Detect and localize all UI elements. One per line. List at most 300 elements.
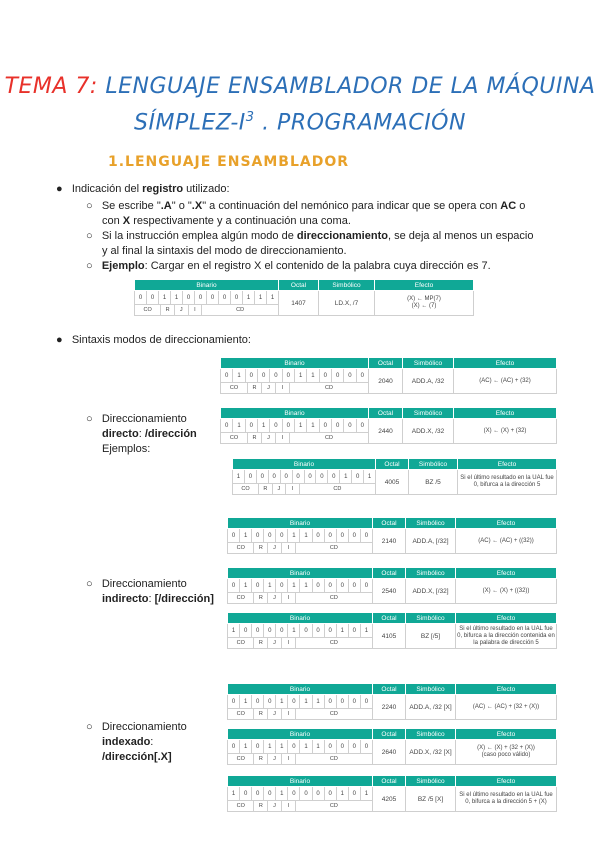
bit: 1 xyxy=(276,740,288,753)
field-cd: CD xyxy=(329,545,338,551)
col-binario: Binario xyxy=(228,518,373,529)
bit: 1 xyxy=(233,369,245,382)
col-binario: Binario xyxy=(228,613,373,624)
page-title-line1 xyxy=(0,74,600,99)
field-j: J xyxy=(268,638,282,648)
bit: 0 xyxy=(325,740,337,753)
title-programming: . PROGRAMACIÓN xyxy=(262,110,466,136)
mode-label-sep: : xyxy=(150,736,154,748)
bit: 0 xyxy=(270,419,282,432)
title-machine: SÍMPLEZ-I xyxy=(134,110,246,136)
mode-label-sep: : xyxy=(148,593,155,605)
bit-row xyxy=(228,740,372,753)
bit: 0 xyxy=(252,740,264,753)
mode-table xyxy=(227,683,557,720)
sub-text: : Cargar en el registro X el contenido de la palabra cuya dirección es 7. xyxy=(144,260,491,272)
field-j: J xyxy=(273,484,287,494)
col-simbolico: Simbólico xyxy=(406,684,456,695)
bit: 0 xyxy=(349,579,361,592)
effect-cell xyxy=(458,470,557,495)
binary-cell xyxy=(228,579,373,604)
col-binario: Binario xyxy=(221,358,369,369)
field-i: I xyxy=(282,801,296,811)
symbolic-cell: ADD.X, [/32] xyxy=(406,579,456,604)
field-r: R xyxy=(248,383,262,393)
effect-cell xyxy=(456,579,557,604)
bit: 1 xyxy=(313,695,325,708)
bit: 0 xyxy=(270,369,282,382)
col-octal: Octal xyxy=(373,776,406,787)
binary-cell xyxy=(135,291,279,316)
field-row xyxy=(228,753,372,764)
bit: 0 xyxy=(313,787,325,800)
bit: 1 xyxy=(364,790,369,797)
effect-line: Si el último resultado en la UAL fue 0, bifurca a la dirección 5 + (X) xyxy=(459,792,553,805)
bit: 0 xyxy=(276,624,288,637)
effect-cell xyxy=(456,740,557,765)
effect-cell xyxy=(456,695,557,720)
symbolic-cell: ADD.A, /32 xyxy=(403,369,454,394)
bit: 1 xyxy=(300,740,312,753)
field-co: CO xyxy=(233,484,259,494)
effect-line: (X) ← MP(7) xyxy=(407,296,441,302)
bit: 1 xyxy=(300,579,312,592)
symbolic-cell: ADD.X, /32 xyxy=(403,419,454,444)
symbolic-cell: ADD.X, /32 [X] xyxy=(406,740,456,765)
bit: 0 xyxy=(228,529,240,542)
bit: 0 xyxy=(337,579,349,592)
octal-cell: 2040 xyxy=(369,369,403,394)
field-co: CO xyxy=(228,593,254,603)
col-octal: Octal xyxy=(373,568,406,579)
bullet-bold: registro xyxy=(142,183,184,195)
binary-cell xyxy=(221,369,369,394)
effect-line: (AC) ← (AC) + ((32)) xyxy=(478,537,534,544)
octal-cell: 2240 xyxy=(373,695,406,720)
bit: 0 xyxy=(360,372,364,379)
bit: 0 xyxy=(264,695,276,708)
col-binario: Binario xyxy=(233,459,376,470)
col-octal: Octal xyxy=(373,729,406,740)
bit: 0 xyxy=(228,695,240,708)
bit: 1 xyxy=(288,579,300,592)
field-cd: CD xyxy=(333,486,342,492)
bit: 0 xyxy=(349,787,361,800)
mode-table xyxy=(227,612,557,649)
bit: 0 xyxy=(252,787,264,800)
col-octal: Octal xyxy=(376,459,409,470)
bit: 0 xyxy=(316,470,328,483)
bit: 0 xyxy=(195,291,207,304)
bit: 0 xyxy=(276,579,288,592)
sub-bullet-direccionamiento: ○ Si la instrucción emplea algún modo de direccionamiento, se deja al menos un espacio y al final la sintaxis del modo de direccionamiento. xyxy=(86,230,534,257)
sub-bullet-registro: ○ Se escribe ".A" o ".X" a continuación del nemónico para indicar que se opera con AC o con X respectivamente y a continuación una coma. xyxy=(86,200,526,227)
bit: 1 xyxy=(258,419,270,432)
bit: 1 xyxy=(337,787,349,800)
bit: 0 xyxy=(293,470,305,483)
bit: 0 xyxy=(325,529,337,542)
effect-line: (X) ← (X) + (32 + (X)) xyxy=(477,745,535,751)
mode-table xyxy=(227,517,557,554)
bit: 1 xyxy=(337,624,349,637)
col-simbolico: Simbólico xyxy=(403,408,454,419)
col-efecto: Efecto xyxy=(456,776,557,787)
col-binario: Binario xyxy=(228,729,373,740)
bit-row xyxy=(221,419,368,432)
sub-text: con xyxy=(102,215,123,227)
field-row xyxy=(233,483,375,494)
mode-label-directo: ○ Direccionamiento directo: /dirección Ejemplos: xyxy=(86,413,197,455)
bit: 0 xyxy=(344,419,356,432)
bit: 0 xyxy=(300,624,312,637)
field-r: R xyxy=(254,638,268,648)
bit: 1 xyxy=(228,787,240,800)
bit: 0 xyxy=(305,470,317,483)
field-cd: CD xyxy=(236,307,245,313)
bit: 1 xyxy=(295,419,307,432)
mode-label-text: Direccionamiento xyxy=(101,578,187,590)
effect-line: (X) ← (X) + ((32)) xyxy=(482,587,530,594)
bit: 1 xyxy=(233,419,245,432)
bit-row xyxy=(228,579,372,592)
binary-cell xyxy=(228,529,373,554)
bit: 1 xyxy=(300,695,312,708)
field-i: I xyxy=(282,593,296,603)
col-efecto: Efecto xyxy=(454,358,557,369)
mode-label-bold: indirecto xyxy=(102,593,149,605)
section-heading: 1.LENGUAJE ENSAMBLADOR xyxy=(108,154,350,170)
bit: 0 xyxy=(221,369,233,382)
bit: 1 xyxy=(243,291,255,304)
bit: 0 xyxy=(183,291,195,304)
mode-label-text: Direccionamiento xyxy=(101,413,187,425)
field-r: R xyxy=(254,754,268,764)
col-octal: Octal xyxy=(369,358,403,369)
bit: 1 xyxy=(300,529,312,542)
bullet-sintaxis: ● Sintaxis modos de direccionamiento: xyxy=(56,334,251,346)
effect-line: (X) ← (X) + (32) xyxy=(483,427,527,434)
bit: 0 xyxy=(313,529,325,542)
sub-text: respectivamente y a continuación una coma. xyxy=(130,215,351,227)
bit: 0 xyxy=(320,369,332,382)
octal-cell: 2540 xyxy=(373,579,406,604)
sub-bold: direccionamiento xyxy=(296,230,388,242)
mode-table xyxy=(227,728,557,765)
bit: 0 xyxy=(349,695,361,708)
bullet-text: Indicación del xyxy=(71,183,143,195)
bit: 0 xyxy=(264,787,276,800)
mode-label-syntax: [/dirección] xyxy=(154,593,214,605)
mode-label-sep: : xyxy=(138,428,145,440)
field-j: J xyxy=(262,383,276,393)
field-j: J xyxy=(268,543,282,553)
octal-cell: 2140 xyxy=(373,529,406,554)
bit: 0 xyxy=(288,787,300,800)
col-octal: Octal xyxy=(279,280,319,291)
field-cd: CD xyxy=(329,640,338,646)
col-simbolico: Simbólico xyxy=(319,280,375,291)
sub-bold: Ejemplo xyxy=(101,260,145,272)
bit: 0 xyxy=(240,624,252,637)
symbolic-cell: BZ /5 [X] xyxy=(406,787,456,812)
field-co: CO xyxy=(228,638,254,648)
col-efecto: Efecto xyxy=(456,684,557,695)
bit: 0 xyxy=(328,470,340,483)
col-efecto: Efecto xyxy=(456,568,557,579)
binary-cell xyxy=(221,419,369,444)
col-simbolico: Simbólico xyxy=(406,568,456,579)
field-cd: CD xyxy=(329,711,338,717)
bit-row xyxy=(228,787,372,800)
field-row xyxy=(221,432,368,443)
col-efecto: Efecto xyxy=(456,518,557,529)
bit: 1 xyxy=(313,740,325,753)
col-binario: Binario xyxy=(228,684,373,695)
field-j: J xyxy=(268,754,282,764)
col-simbolico: Simbólico xyxy=(403,358,454,369)
field-row xyxy=(228,800,372,811)
example-table xyxy=(134,279,474,316)
bit: 0 xyxy=(281,470,293,483)
mode-label-extra: Ejemplos: xyxy=(102,443,151,455)
field-r: R xyxy=(248,433,262,443)
field-r: R xyxy=(254,593,268,603)
field-j: J xyxy=(262,433,276,443)
symbolic-cell: LD.X, /7 xyxy=(319,291,375,316)
field-i: I xyxy=(282,754,296,764)
mode-table xyxy=(220,357,557,394)
sub-bold: AC xyxy=(500,200,517,212)
mode-label-text: Direccionamiento xyxy=(101,721,187,733)
octal-cell: 1407 xyxy=(279,291,319,316)
field-r: R xyxy=(161,305,175,315)
bit: 0 xyxy=(246,369,258,382)
col-binario: Binario xyxy=(221,408,369,419)
sub-text: Se escribe " xyxy=(101,200,161,212)
bit-row xyxy=(228,695,372,708)
bit: 0 xyxy=(320,419,332,432)
effect-cell xyxy=(454,419,557,444)
col-octal: Octal xyxy=(369,408,403,419)
effect-cell xyxy=(375,291,474,316)
bit: 1 xyxy=(255,291,267,304)
bit: 0 xyxy=(325,695,337,708)
bit: 0 xyxy=(221,419,233,432)
mode-label-bold: directo xyxy=(102,428,139,440)
col-efecto: Efecto xyxy=(456,729,557,740)
field-i: I xyxy=(286,484,300,494)
effect-line: Si el último resultado en la UAL fue 0, bifurca a la dirección 5 xyxy=(460,475,554,488)
field-cd: CD xyxy=(329,803,338,809)
bit: 1 xyxy=(171,291,183,304)
field-co: CO xyxy=(228,801,254,811)
bit: 1 xyxy=(228,624,240,637)
bit-row xyxy=(135,291,278,304)
symbolic-cell: ADD.A, [/32] xyxy=(406,529,456,554)
field-row xyxy=(228,592,372,603)
mode-table xyxy=(232,458,557,495)
bit: 0 xyxy=(344,369,356,382)
mode-table xyxy=(227,567,557,604)
symbolic-cell: ADD.A, /32 [X] xyxy=(406,695,456,720)
effect-line: Si el último resultado en la UAL fue 0, bifurca a la dirección contenida en la palabra de dirección 5 xyxy=(457,625,555,646)
title-text: LENGUAJE ENSAMBLADOR DE LA MÁQUINA xyxy=(105,74,596,99)
bit: 1 xyxy=(307,419,319,432)
field-row xyxy=(228,708,372,719)
col-efecto: Efecto xyxy=(458,459,557,470)
bit: 0 xyxy=(364,582,369,589)
bit: 0 xyxy=(252,579,264,592)
field-co: CO xyxy=(228,754,254,764)
effect-note: (caso poco válido) xyxy=(481,752,531,758)
bit: 1 xyxy=(240,695,252,708)
bit: 0 xyxy=(246,419,258,432)
bit: 0 xyxy=(364,532,369,539)
bit: 0 xyxy=(264,624,276,637)
col-simbolico: Simbólico xyxy=(406,776,456,787)
sub-bullet-ejemplo: ○ Ejemplo: Cargar en el registro X el contenido de la palabra cuya dirección es 7. xyxy=(86,260,491,272)
field-j: J xyxy=(268,593,282,603)
binary-cell xyxy=(233,470,376,495)
bit: 1 xyxy=(295,369,307,382)
bit: 0 xyxy=(147,291,159,304)
binary-cell xyxy=(228,624,373,649)
octal-cell: 2440 xyxy=(369,419,403,444)
sub-text: Si la instrucción emplea algún modo de xyxy=(101,230,297,242)
bit: 0 xyxy=(231,291,243,304)
bit: 0 xyxy=(264,529,276,542)
col-binario: Binario xyxy=(135,280,279,291)
col-octal: Octal xyxy=(373,684,406,695)
bit: 0 xyxy=(257,470,269,483)
octal-cell: 4105 xyxy=(373,624,406,649)
bit: 1 xyxy=(240,740,252,753)
mode-table xyxy=(220,407,557,444)
field-row xyxy=(228,542,372,553)
bit: 0 xyxy=(364,698,369,705)
bit: 0 xyxy=(332,369,344,382)
effect-line: (AC) ← (AC) + (32) xyxy=(479,377,531,384)
bit: 0 xyxy=(332,419,344,432)
bit: 0 xyxy=(337,740,349,753)
col-binario: Binario xyxy=(228,776,373,787)
bit: 0 xyxy=(252,624,264,637)
col-efecto: Efecto xyxy=(375,280,474,291)
bit: 1 xyxy=(288,624,300,637)
field-j: J xyxy=(175,305,189,315)
field-r: R xyxy=(254,801,268,811)
sub-text: , se deja al menos un espacio xyxy=(387,230,534,242)
bit: 1 xyxy=(364,627,369,634)
bit: 0 xyxy=(288,695,300,708)
mode-table xyxy=(227,775,557,812)
symbolic-cell: BZ [/5] xyxy=(406,624,456,649)
field-row xyxy=(135,304,278,315)
bit: 0 xyxy=(135,291,147,304)
field-i: I xyxy=(282,638,296,648)
bit: 0 xyxy=(276,529,288,542)
field-r: R xyxy=(259,484,273,494)
bit: 0 xyxy=(300,787,312,800)
mode-label-indexado: ○ Direccionamiento indexado: /dirección[.X] xyxy=(86,721,187,763)
col-efecto: Efecto xyxy=(456,613,557,624)
bit: 0 xyxy=(325,579,337,592)
bit: 1 xyxy=(264,740,276,753)
binary-cell xyxy=(228,787,373,812)
col-binario: Binario xyxy=(228,568,373,579)
field-j: J xyxy=(268,709,282,719)
field-co: CO xyxy=(221,433,248,443)
bit: 0 xyxy=(252,529,264,542)
octal-cell: 4205 xyxy=(373,787,406,812)
page-title-line2 xyxy=(0,110,600,135)
field-cd: CD xyxy=(329,595,338,601)
sub-bold: X xyxy=(122,215,131,227)
bit: 1 xyxy=(288,529,300,542)
field-row xyxy=(221,382,368,393)
title-superscript: 3 xyxy=(245,110,255,125)
bit: 1 xyxy=(270,294,275,301)
bit: 0 xyxy=(325,787,337,800)
bit: 1 xyxy=(233,470,245,483)
bit: 0 xyxy=(207,291,219,304)
sub-text: y al final la sintaxis del modo de direccionamiento. xyxy=(102,245,347,257)
bit: 1 xyxy=(240,579,252,592)
col-efecto: Efecto xyxy=(454,408,557,419)
col-simbolico: Simbólico xyxy=(406,613,456,624)
bit: 0 xyxy=(313,579,325,592)
bit: 0 xyxy=(219,291,231,304)
bit-row xyxy=(228,624,372,637)
bit: 1 xyxy=(264,579,276,592)
sub-text: " o " xyxy=(171,200,192,212)
field-co: CO xyxy=(228,543,254,553)
bit: 0 xyxy=(364,743,369,750)
effect-line: (X) ← (7) xyxy=(411,303,437,309)
field-i: I xyxy=(282,543,296,553)
bit: 0 xyxy=(349,529,361,542)
field-co: CO xyxy=(135,305,161,315)
bullet-text: Sintaxis modos de direccionamiento: xyxy=(71,334,251,346)
bullet-registro: ● Indicación del registro utilizado: xyxy=(56,183,230,195)
bit: 0 xyxy=(325,624,337,637)
field-co: CO xyxy=(221,383,248,393)
col-octal: Octal xyxy=(373,518,406,529)
bit: 0 xyxy=(258,369,270,382)
effect-cell xyxy=(454,369,557,394)
bit: 0 xyxy=(337,695,349,708)
bit: 1 xyxy=(276,695,288,708)
bit: 1 xyxy=(276,787,288,800)
field-cd: CD xyxy=(325,435,333,441)
bit: 1 xyxy=(159,291,171,304)
bit: 0 xyxy=(283,419,295,432)
effect-cell xyxy=(456,529,557,554)
bit: 1 xyxy=(240,529,252,542)
bit: 0 xyxy=(283,369,295,382)
field-i: I xyxy=(282,709,296,719)
effect-cell xyxy=(456,624,557,649)
bullet-text: utilizado: xyxy=(183,183,230,195)
field-cd: CD xyxy=(325,385,333,391)
sub-text: o xyxy=(516,200,526,212)
field-i: I xyxy=(276,383,290,393)
field-i: I xyxy=(276,433,290,443)
field-co: CO xyxy=(228,709,254,719)
mode-label-bold: indexado xyxy=(102,736,151,748)
sub-bold: .X xyxy=(191,200,203,212)
bit: 1 xyxy=(367,473,372,480)
